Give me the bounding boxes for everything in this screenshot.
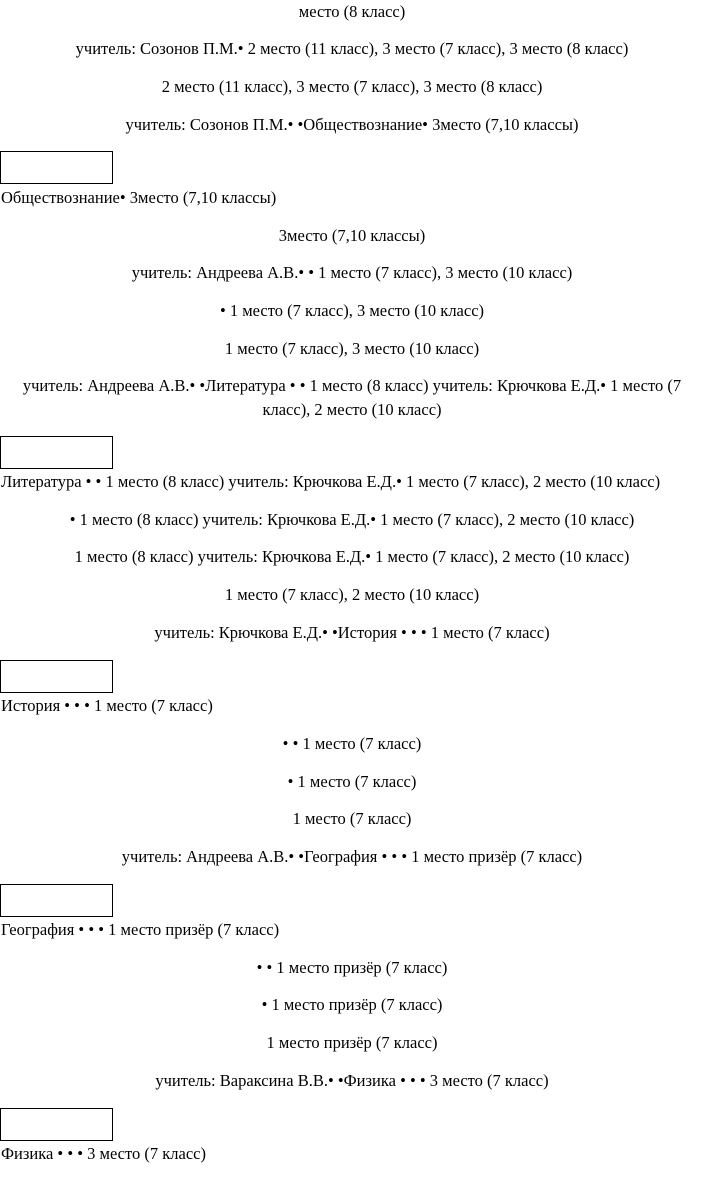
text-line: учитель: Андреева А.В.• • 1 место (7 класс), 3 место (10 класс) bbox=[131, 263, 573, 282]
text-line: • • 1 место призёр (7 класс) bbox=[256, 958, 448, 977]
text-line: • • 1 место (7 класс) bbox=[282, 734, 422, 753]
empty-box bbox=[0, 151, 113, 184]
text-line: 1 место (7 класс), 2 место (10 класс) bbox=[224, 585, 480, 604]
text-line: учитель: Андреева А.В.• •Литература • • 1 место (8 класс) учитель: Крючкова Е.Д.• 1 место (7 класс), 2 место (10 класс) bbox=[22, 376, 682, 419]
text-line: 1 место (7 класс) bbox=[292, 809, 412, 828]
text-line: География • • • 1 место призёр (7 класс) bbox=[1, 920, 280, 939]
text-line: учитель: Созонов П.М.• •Обществознание• 3место (7,10 классы) bbox=[125, 115, 579, 134]
text-line: 3место (7,10 классы) bbox=[278, 226, 426, 245]
empty-box bbox=[0, 884, 113, 917]
text-line: 1 место (7 класс), 3 место (10 класс) bbox=[224, 339, 480, 358]
text-line: История • • • 1 место (7 класс) bbox=[1, 696, 213, 715]
text-line: учитель: Вараксина В.В.• •Физика • • • 3 место (7 класс) bbox=[155, 1071, 549, 1090]
text-line: место (8 класс) bbox=[298, 2, 406, 21]
text-line: Обществознание• 3место (7,10 классы) bbox=[1, 188, 277, 207]
text-line: 1 место призёр (7 класс) bbox=[266, 1033, 438, 1052]
empty-box bbox=[0, 436, 113, 469]
text-line: • 1 место (7 класс) bbox=[287, 772, 417, 791]
text-line: учитель: Созонов П.М.• 2 место (11 класс), 3 место (7 класс), 3 место (8 класс) bbox=[75, 39, 629, 58]
text-line: 1 место (8 класс) учитель: Крючкова Е.Д.• 1 место (7 класс), 2 место (10 класс) bbox=[74, 547, 630, 566]
empty-box bbox=[0, 660, 113, 693]
text-line: Физика • • • 3 место (7 класс) bbox=[1, 1144, 206, 1163]
text-line: Литература • • 1 место (8 класс) учитель: Крючкова Е.Д.• 1 место (7 класс), 2 место (10 класс) bbox=[1, 472, 661, 491]
text-line: 2 место (11 класс), 3 место (7 класс), 3 место (8 класс) bbox=[161, 77, 543, 96]
text-line: • 1 место (8 класс) учитель: Крючкова Е.Д.• 1 место (7 класс), 2 место (10 класс) bbox=[69, 510, 635, 529]
text-line: • 1 место призёр (7 класс) bbox=[261, 995, 443, 1014]
empty-box bbox=[0, 1108, 113, 1141]
text-line: учитель: Крючкова Е.Д.• •История • • • 1 место (7 класс) bbox=[154, 623, 550, 642]
text-line: учитель: Андреева А.В.• •География • • • 1 место призёр (7 класс) bbox=[121, 847, 583, 866]
text-line: • 1 место (7 класс), 3 место (10 класс) bbox=[219, 301, 485, 320]
